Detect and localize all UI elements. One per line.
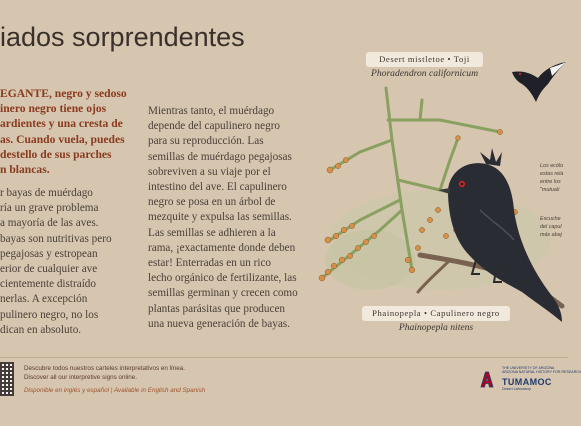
mistletoe-name-label: Desert mistletoe • Toji bbox=[366, 52, 483, 67]
body-line: ría un grave problema bbox=[0, 202, 99, 215]
body-line: estar! Enterradas en un rico bbox=[148, 257, 272, 270]
body-line: cientemente distraído bbox=[0, 278, 96, 291]
body-line: mezquite y expulsa las semillas. bbox=[148, 211, 292, 224]
side-note-listen: Escuche del capul más abaj bbox=[540, 216, 562, 238]
side-note-ecology: Los ecólo estas rela entre los "mutuali bbox=[540, 163, 564, 193]
lead-line: inero negro tiene ojos bbox=[0, 102, 107, 116]
body-line: rama, ¡exactamente donde deben bbox=[148, 241, 296, 254]
body-paragraph-middle bbox=[148, 104, 323, 332]
mistletoe-scientific-name: Phoradendron californicum bbox=[370, 68, 479, 79]
footer-languages: Disponible en inglés y español | Available in English and Spanish bbox=[24, 387, 206, 394]
body-paragraph-left bbox=[0, 186, 140, 338]
lead-line: EGANTE, negro y sedoso bbox=[0, 87, 127, 100]
lead-line: ardientes y una cresta de bbox=[0, 117, 123, 131]
lead-paragraph bbox=[0, 86, 140, 177]
body-line: a mayoría de las aves. bbox=[0, 217, 99, 230]
body-line: lecho orgánico de fertilizante, las bbox=[148, 272, 297, 285]
body-line: sobreviven a su viaje por el bbox=[148, 165, 271, 178]
footer-line-spanish: Descubre todos nuestros carteles interpretativos en línea. bbox=[24, 365, 186, 372]
body-line: dican en absoluto. bbox=[0, 323, 82, 336]
body-line: para su reproducción. Las bbox=[148, 135, 264, 148]
footer-line-english: Discover all our interpretive signs online. bbox=[24, 374, 138, 381]
body-line: semillas de muérdago pegajosas bbox=[148, 150, 292, 163]
body-line: depende del capulinero negro bbox=[148, 120, 281, 133]
logo-line-university: THE UNIVERSITY OF ARIZONA bbox=[502, 366, 555, 370]
body-line: intestino del ave. El capulinero bbox=[148, 181, 287, 194]
body-line: negro se posa en un árbol de bbox=[148, 196, 276, 209]
logo-sub: Desert Laboratory bbox=[502, 386, 531, 391]
body-line: pulinero negro, no los bbox=[0, 308, 99, 321]
tumamoc-logo bbox=[478, 364, 581, 394]
footer-divider bbox=[0, 357, 568, 358]
body-line: una nueva generación de bayas. bbox=[148, 317, 290, 330]
flying-bird-icon bbox=[510, 58, 568, 108]
university-a-logo-icon bbox=[478, 370, 496, 388]
bird-name-label: Phainopepla • Capulinero negro bbox=[362, 306, 510, 321]
bird-scientific-name: Phainopepla nitens bbox=[398, 322, 474, 333]
lead-line: as. Cuando vuela, puedes bbox=[0, 132, 125, 146]
page-title: iados sorprendentes bbox=[0, 22, 245, 52]
body-line: nerlas. A excepción bbox=[0, 293, 88, 306]
body-line: Las semillas se adhieren a la bbox=[148, 226, 276, 239]
body-line: pegajosas y estropean bbox=[0, 247, 98, 260]
body-line: Mientras tanto, el muérdago bbox=[148, 105, 275, 117]
footer-info bbox=[24, 364, 205, 395]
qr-code[interactable] bbox=[0, 362, 14, 396]
body-line: erior de cualquier ave bbox=[0, 263, 98, 276]
body-line: bayas son nutritivas pero bbox=[0, 232, 112, 245]
logo-name: TUMAMOC bbox=[502, 376, 552, 387]
body-line: plantas parásitas que producen bbox=[148, 302, 285, 315]
lead-line: n blancas. bbox=[0, 163, 50, 177]
lead-line: destello de sus parches bbox=[0, 147, 112, 161]
logo-line-program: ARIZONA NATURAL HISTORY FOR RESEARCH bbox=[502, 370, 581, 375]
body-line: semillas germinan y crecen como bbox=[148, 287, 298, 300]
body-line: r bayas de muérdago bbox=[0, 187, 93, 199]
